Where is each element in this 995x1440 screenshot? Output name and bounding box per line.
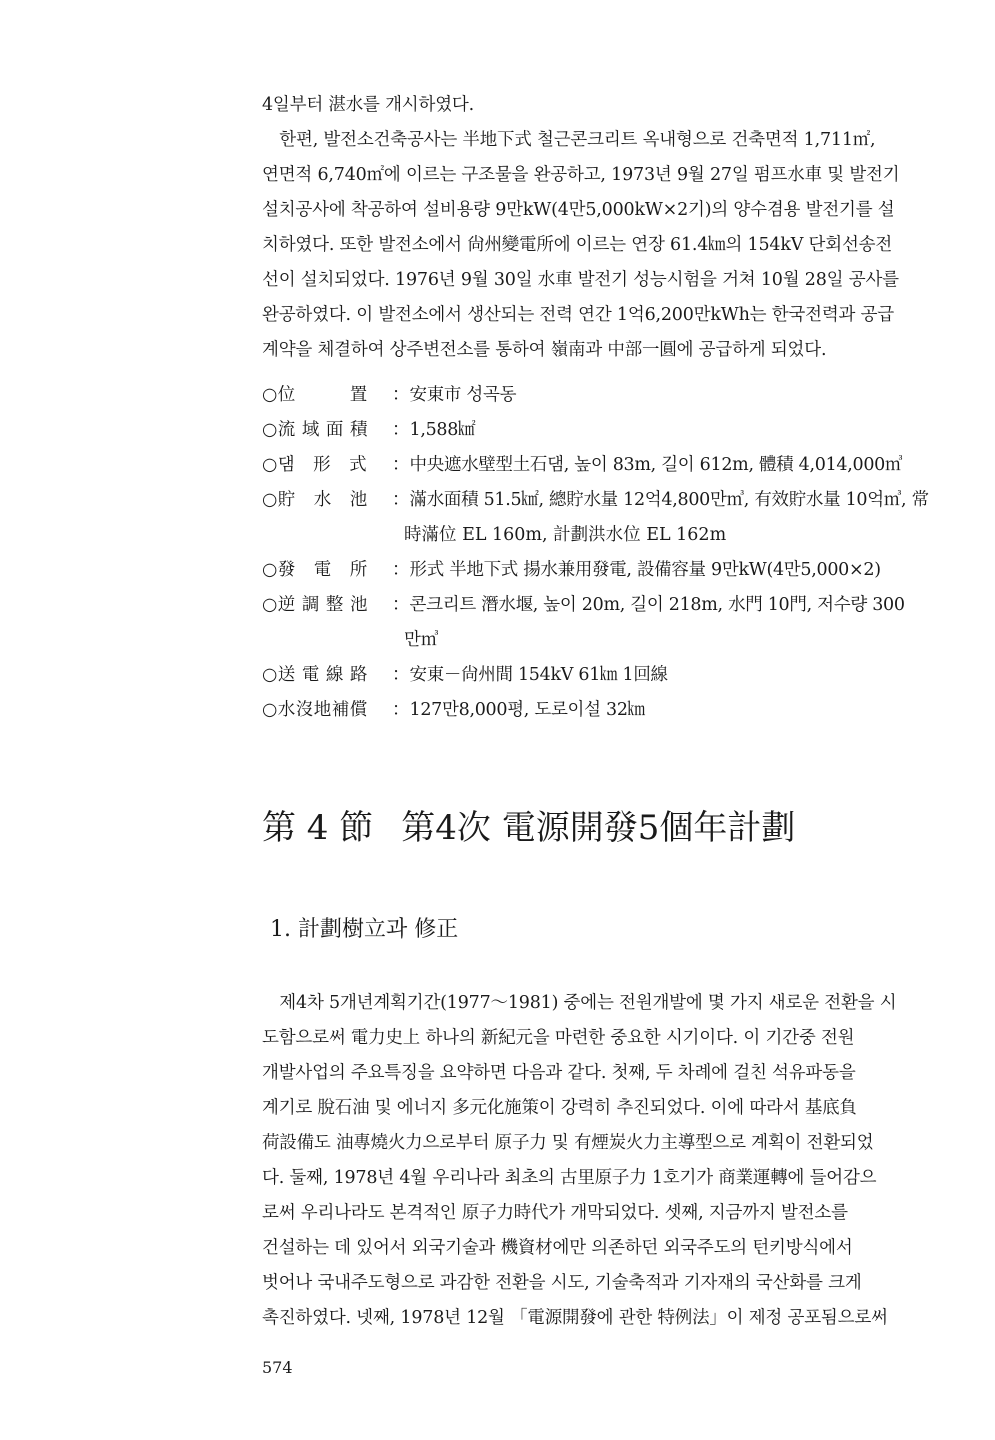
- spec-value: 127만8,000평, 도로이설 32㎞: [409, 700, 645, 720]
- spec-value: 安東－尙州間 154kV 61㎞ 1回線: [409, 665, 668, 685]
- spec-value: 安東市 성곡동: [409, 385, 517, 405]
- text-line: 건설하는 데 있어서 외국기술과 機資材에만 의존하던 외국주도의 턴키방식에서: [262, 1238, 853, 1258]
- text-line: 촉진하였다. 넷째, 1978년 12월 「電源開發에 관한 特例法」이 제정 공포됨으로써: [262, 1308, 888, 1328]
- spec-item: [262, 693, 942, 728]
- spec-item: [262, 483, 942, 518]
- spec-colon: ：: [392, 420, 410, 440]
- text-line: 연면적 6,740㎡에 이르는 구조물을 완공하고, 1973년 9월 27일 펌프水車 및 발전기: [262, 165, 900, 185]
- text-line: 설치공사에 착공하여 설비용량 9만kW(4만5,000kW×2기)의 양수겸용 발전기를 설: [262, 200, 895, 220]
- spec-value-continued: 時滿位 EL 160m, 計劃洪水位 EL 162m: [404, 525, 727, 545]
- text-line: 4일부터 湛水를 개시하였다.: [262, 95, 474, 115]
- spec-value: 콘크리트 潛水堰, 높이 20m, 길이 218m, 水門 10門, 저수량 300: [409, 595, 905, 615]
- spec-label: ○流 域 面 積: [262, 420, 368, 440]
- text-line: 제4차 5개년계획기간(1977～1981) 중에는 전원개발에 몇 가지 새로운 전환을 시: [262, 993, 897, 1013]
- spec-label: ○發 電 所: [262, 560, 368, 580]
- text-line: 로써 우리나라도 본격적인 原子力時代가 개막되었다. 셋째, 지금까지 발전소를: [262, 1203, 848, 1223]
- spec-label: ○位 置: [262, 385, 368, 405]
- spec-list: [262, 378, 942, 728]
- spec-label: ○逆 調 整 池: [262, 595, 368, 615]
- spec-value: 中央遮水壁型土石댐, 높이 83m, 길이 612m, 體積 4,014,000㎥: [409, 455, 903, 475]
- spec-value: 滿水面積 51.5㎢, 總貯水量 12억4,800만㎥, 有效貯水量 10억㎥, 常: [409, 490, 929, 510]
- spec-colon: ：: [392, 490, 410, 510]
- text-line: 다. 둘째, 1978년 4월 우리나라 최초의 古里原子力 1호기가 商業運轉에 들어감으: [262, 1168, 877, 1188]
- spec-item: [262, 658, 942, 693]
- text-line: 완공하였다. 이 발전소에서 생산되는 전력 연간 1억6,200만kWh는 한국전력과 공급: [262, 305, 895, 325]
- spec-item: [262, 413, 942, 448]
- spec-value: 形式 半地下式 揚水兼用發電, 設備容量 9만kW(4만5,000×2): [409, 560, 881, 580]
- text-line: 개발사업의 주요특징을 요약하면 다음과 같다. 첫째, 두 차례에 걸친 석유파동을: [262, 1063, 856, 1083]
- spec-colon: ：: [392, 385, 410, 405]
- spec-label: ○貯 水 池: [262, 490, 368, 510]
- spec-colon: ：: [392, 455, 410, 475]
- text-line: 계약을 체결하여 상주변전소를 통하여 嶺南과 中部一圓에 공급하게 되었다.: [262, 340, 827, 360]
- section-heading: [262, 800, 795, 849]
- text-line: 치하였다. 또한 발전소에서 尙州變電所에 이르는 연장 61.4㎞의 154kV 단회선송전: [262, 235, 893, 255]
- text-line: 한편, 발전소건축공사는 半地下式 철근콘크리트 옥내형으로 건축면적 1,711㎡,: [262, 130, 876, 150]
- spec-item: [262, 448, 942, 483]
- spec-value: 1,588㎢: [409, 420, 476, 440]
- spec-colon: ：: [392, 700, 410, 720]
- spec-label: ○댐 形 式: [262, 455, 368, 475]
- subsection-heading: 1. 計劃樹立과 修正: [270, 917, 459, 942]
- spec-colon: ：: [392, 560, 410, 580]
- page-number: 574: [262, 1358, 293, 1377]
- spec-item: [262, 378, 942, 413]
- text-line: 도함으로써 電力史上 하나의 新紀元을 마련한 중요한 시기이다. 이 기간중 전원: [262, 1028, 855, 1048]
- spec-label: ○送 電 線 路: [262, 665, 368, 685]
- section-number: 第 4 節: [262, 808, 374, 848]
- text-line: 선이 설치되었다. 1976년 9월 30일 水車 발전기 성능시험을 거쳐 10월 28일 공사를: [262, 270, 899, 290]
- spec-item: [262, 553, 942, 588]
- spec-item: [262, 588, 942, 623]
- spec-label: ○水沒地補償: [262, 700, 368, 720]
- spec-colon: ：: [392, 665, 410, 685]
- text-line: 荷設備도 油專燒火力으로부터 原子力 및 有煙炭火力主導型으로 계획이 전환되었: [262, 1133, 874, 1153]
- text-line: 계기로 脫石油 및 에너지 多元化施策이 강력히 추진되었다. 이에 따라서 基底負: [262, 1098, 857, 1118]
- intro-paragraph: [262, 88, 934, 368]
- text-line: 벗어나 국내주도형으로 과감한 전환을 시도, 기술축적과 기자재의 국산화를 크게: [262, 1273, 862, 1293]
- spec-colon: ：: [392, 595, 410, 615]
- spec-value-continued: 만㎥: [404, 630, 439, 650]
- body-paragraph: [262, 986, 934, 1336]
- section-title: 第4次 電源開發5個年計劃: [401, 808, 796, 848]
